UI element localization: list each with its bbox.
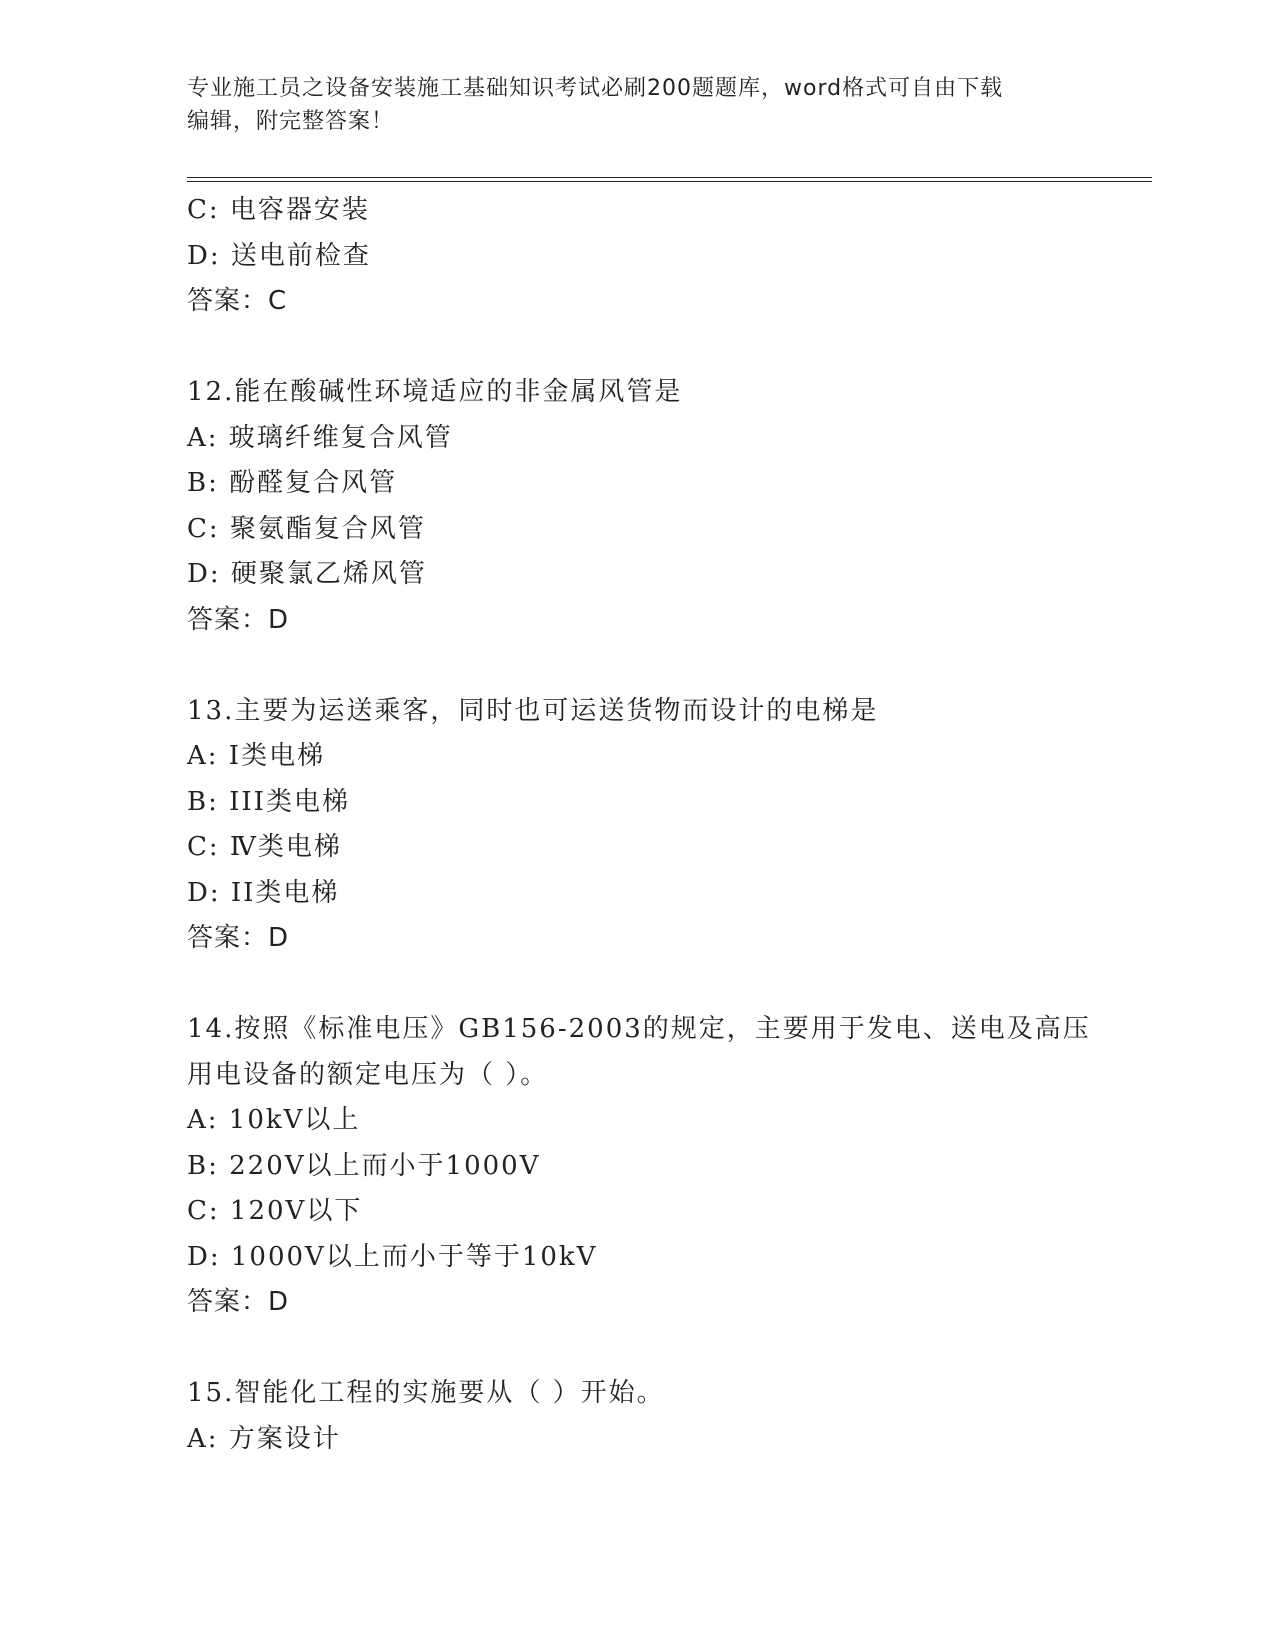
question-13 [187, 689, 1152, 962]
option-c: C: 电容器安装 [187, 195, 370, 225]
answer: 答案：D [187, 604, 290, 635]
option-a: A: 方案设计 [187, 1423, 341, 1454]
option-c: C: 120V以下 [187, 1196, 363, 1226]
question-11 [187, 188, 1152, 325]
option-c: C: Ⅳ类电梯 [187, 832, 342, 862]
question-text-line-2: 用电设备的额定电压为（ ）。 [187, 1059, 549, 1090]
option-d: D: 1000V以上而小于等于10kV [187, 1241, 598, 1272]
header-line-2: 编辑，附完整答案！ [187, 109, 395, 134]
option-a: A: 玻璃纤维复合风管 [187, 422, 453, 453]
question-text-line-1: 14.按照《标准电压》GB156-2003的规定，主要用于发电、送电及高压 [187, 1014, 1091, 1044]
option-b: B: III类电梯 [187, 786, 350, 817]
answer: 答案：D [187, 1287, 290, 1317]
option-b: B: 酚醛复合风管 [187, 468, 398, 498]
answer: 答案：C [187, 286, 288, 316]
option-d: D: II类电梯 [187, 877, 340, 908]
spacer [187, 1326, 1152, 1372]
question-text: 12.能在酸碱性环境适应的非金属风管是 [187, 377, 683, 407]
document-header [187, 72, 1067, 138]
spacer [187, 643, 1152, 689]
question-list [187, 188, 1152, 1462]
option-d: D: 硬聚氯乙烯风管 [187, 559, 427, 589]
spacer [187, 962, 1152, 1008]
question-14 [187, 1007, 1152, 1326]
question-12 [187, 370, 1152, 643]
option-a: A: 10kV以上 [187, 1105, 361, 1135]
spacer [187, 325, 1152, 371]
option-a: A: I类电梯 [187, 741, 326, 771]
option-d: D: 送电前检查 [187, 240, 371, 271]
answer: 答案：D [187, 923, 290, 953]
header-line-1: 专业施工员之设备安装施工基础知识考试必刷200题题库，word格式可自由下载 [187, 76, 1004, 101]
question-15 [187, 1371, 1152, 1462]
header-divider-bottom [187, 181, 1152, 182]
option-c: C: 聚氨酯复合风管 [187, 513, 426, 544]
question-text: 13.主要为运送乘客，同时也可运送货物而设计的电梯是 [187, 695, 879, 726]
question-text: 15.智能化工程的实施要从（ ）开始。 [187, 1378, 665, 1408]
header-divider-top [187, 177, 1152, 178]
option-b: B: 220V以上而小于1000V [187, 1150, 541, 1181]
